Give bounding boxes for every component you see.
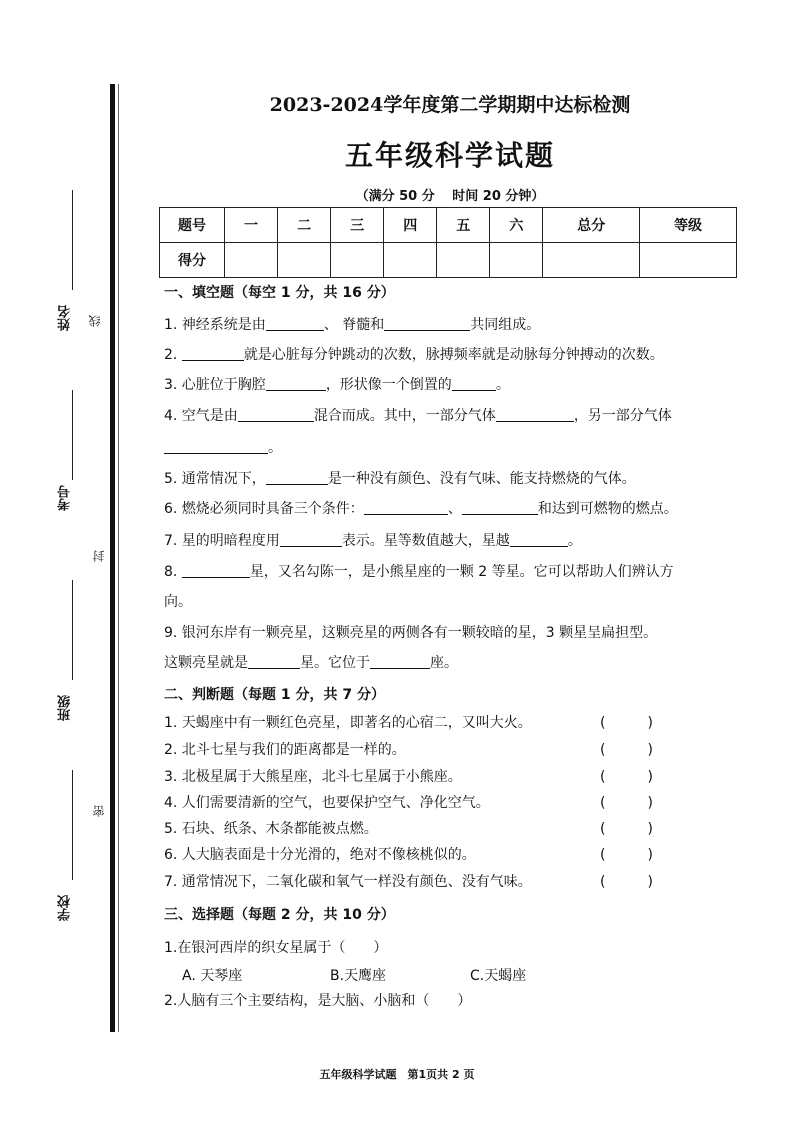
judge-question-5: 5. 石块、纸条、木条都能被点燃。 [164, 821, 378, 837]
answer-blank[interactable] [266, 470, 328, 485]
school-label: 学校 [58, 895, 73, 921]
answer-blank[interactable] [248, 654, 300, 669]
fill-question-8 [164, 561, 674, 581]
binding-line [110, 84, 115, 1032]
section3-title: 三、选择题（每题 2 分，共 10 分） [164, 907, 395, 923]
choice-option-c[interactable]: C.天蝎座 [470, 968, 527, 984]
exam-no-label: 考号 [58, 485, 73, 511]
q3-text-b: ，形状像一个倒置的 [325, 377, 452, 393]
subject-title: 五年级科学试题 [344, 139, 555, 172]
answer-paren[interactable]: ( ) [600, 769, 653, 785]
score-entry[interactable] [331, 243, 384, 278]
fill-question-2 [164, 344, 664, 364]
q6-text-a: 6. 燃烧必须同时具备三个条件： [164, 501, 364, 517]
section1-title: 一、填空题（每空 1 分，共 16 分） [164, 285, 395, 301]
judge-question-1: 1. 天蝎座中有一颗红色亮星，即著名的心宿二，又叫大火。 [164, 715, 532, 731]
q9-text-b: 这颗亮星就是 [164, 655, 248, 671]
seal-mark: 封 [92, 550, 106, 562]
answer-blank[interactable] [462, 500, 538, 515]
q8-text-b: 星，又名勾陈一，是小熊星座的一颗 2 等星。它可以帮助人们辨认方 [249, 564, 674, 580]
q9-text-d: 座。 [430, 655, 458, 671]
q7-text-c: 。 [567, 533, 582, 549]
score-entry[interactable] [543, 243, 640, 278]
fill-question-7 [164, 530, 582, 550]
class-blank [72, 580, 73, 680]
score-entry[interactable] [278, 243, 331, 278]
fill-question-9: 9. 银河东岸有一颗亮星，这颗亮星的两侧各有一颗较暗的星，3 颗星呈扁担型。 [164, 625, 658, 641]
line-mark: 线 [88, 315, 102, 327]
q8-text-a: 8. [164, 564, 178, 580]
fill-question-9-cont [164, 652, 458, 672]
score-table-header-row [160, 208, 737, 243]
exam-subtitle: （满分 50 分 时间 20 分钟） [355, 189, 545, 204]
judge-question-2: 2. 北斗七星与我们的距离都是一样的。 [164, 742, 406, 758]
fill-question-8-cont: 向。 [164, 594, 192, 610]
score-entry[interactable] [490, 243, 543, 278]
q1-text-b: 、 脊髓和 [323, 317, 385, 333]
q1-text-a: 1. 神经系统是由 [164, 317, 266, 333]
answer-paren[interactable]: ( ) [600, 795, 653, 811]
answer-paren[interactable]: ( ) [600, 821, 653, 837]
q5-text-b: 是一种没有颜色、没有气味、能支持燃烧的气体。 [327, 471, 636, 487]
answer-paren[interactable]: ( ) [600, 715, 653, 731]
secret-mark: 密 [92, 805, 106, 817]
answer-blank[interactable] [266, 316, 324, 331]
judge-question-4: 4. 人们需要清新的空气，也要保护空气、净化空气。 [164, 795, 490, 811]
score-table-cell: 二 [278, 208, 331, 243]
name-label: 姓名 [58, 305, 73, 331]
section2-title: 二、判断题（每题 1 分，共 7 分） [164, 687, 385, 703]
fill-question-6 [164, 498, 678, 518]
answer-blank[interactable] [370, 654, 430, 669]
answer-blank[interactable] [510, 532, 568, 547]
answer-blank[interactable] [364, 500, 448, 515]
q5-text-a: 5. 通常情况下， [164, 471, 266, 487]
q2-text-b: 就是心脏每分钟跳动的次数，脉搏频率就是动脉每分钟搏动的次数。 [243, 347, 664, 363]
answer-paren[interactable]: ( ) [600, 847, 653, 863]
q6-text-b: 、 [447, 501, 462, 517]
judge-question-7: 7. 通常情况下，二氧化碳和氧气一样没有颜色、没有气味。 [164, 874, 532, 890]
answer-blank[interactable] [452, 376, 496, 391]
school-blank [72, 770, 73, 880]
exam-title: 2023-2024学年度第二学期期中达标检测 [269, 94, 631, 116]
answer-paren[interactable]: ( ) [600, 874, 653, 890]
q7-text-a: 7. 星的明暗程度用 [164, 533, 280, 549]
answer-blank[interactable] [182, 563, 250, 578]
fill-question-1 [164, 314, 540, 334]
fill-question-4 [164, 405, 672, 425]
binding-line-thin [118, 84, 119, 1032]
q6-text-c: 和达到可燃物的燃点。 [537, 501, 678, 517]
score-table-cell: 六 [490, 208, 543, 243]
name-blank [72, 190, 73, 290]
q4-text-d: 。 [268, 440, 282, 456]
score-table-cell: 一 [225, 208, 278, 243]
score-entry[interactable] [225, 243, 278, 278]
score-table-cell: 五 [437, 208, 490, 243]
answer-blank[interactable] [280, 532, 342, 547]
choice-question-2: 2.人脑有三个主要结构，是大脑、小脑和（ ） [164, 993, 472, 1009]
judge-question-6: 6. 人大脑表面是十分光滑的，绝对不像核桃似的。 [164, 847, 476, 863]
q2-text-a: 2. [164, 347, 178, 363]
exam-no-blank [72, 390, 73, 480]
q9-text-c: 星。它位于 [300, 655, 370, 671]
answer-blank[interactable] [182, 346, 244, 361]
score-table-cell: 题号 [160, 208, 225, 243]
score-table [159, 207, 737, 278]
answer-blank[interactable] [266, 376, 326, 391]
score-entry[interactable] [437, 243, 490, 278]
score-entry[interactable] [384, 243, 437, 278]
fill-question-3 [164, 374, 510, 394]
choice-option-a[interactable]: A. 天琴座 [182, 968, 243, 984]
answer-paren[interactable]: ( ) [600, 742, 653, 758]
score-table-score-row [160, 243, 737, 278]
q3-text-c: 。 [495, 377, 510, 393]
q7-text-b: 表示。星等数值越大，星越 [341, 533, 510, 549]
answer-blank[interactable] [164, 439, 268, 454]
q4-text-b: 混合而成。其中，一部分气体 [313, 408, 496, 424]
page-footer: 五年级科学试题 第1页共 2 页 [319, 1068, 475, 1081]
score-row-label: 得分 [160, 243, 225, 278]
answer-blank[interactable] [496, 407, 574, 422]
score-table-cell: 总分 [543, 208, 640, 243]
fill-question-5 [164, 468, 636, 488]
answer-blank[interactable] [238, 407, 314, 422]
score-entry[interactable] [640, 243, 737, 278]
q1-text-c: 共同组成。 [470, 317, 541, 333]
fill-question-4-cont [164, 437, 282, 457]
choice-option-b[interactable]: B.天鹰座 [330, 968, 387, 984]
choice-question-1: 1.在银河西岸的织女星属于（ ） [164, 940, 388, 956]
q4-text-c: ，另一部分气体 [573, 408, 672, 424]
class-label: 班级 [58, 695, 73, 721]
score-table-cell: 等级 [640, 208, 737, 243]
answer-blank[interactable] [384, 316, 470, 331]
score-table-cell: 三 [331, 208, 384, 243]
q3-text-a: 3. 心脏位于胸腔 [164, 377, 266, 393]
score-table-cell: 四 [384, 208, 437, 243]
judge-question-3: 3. 北极星属于大熊星座，北斗七星属于小熊座。 [164, 769, 462, 785]
q4-text-a: 4. 空气是由 [164, 408, 238, 424]
